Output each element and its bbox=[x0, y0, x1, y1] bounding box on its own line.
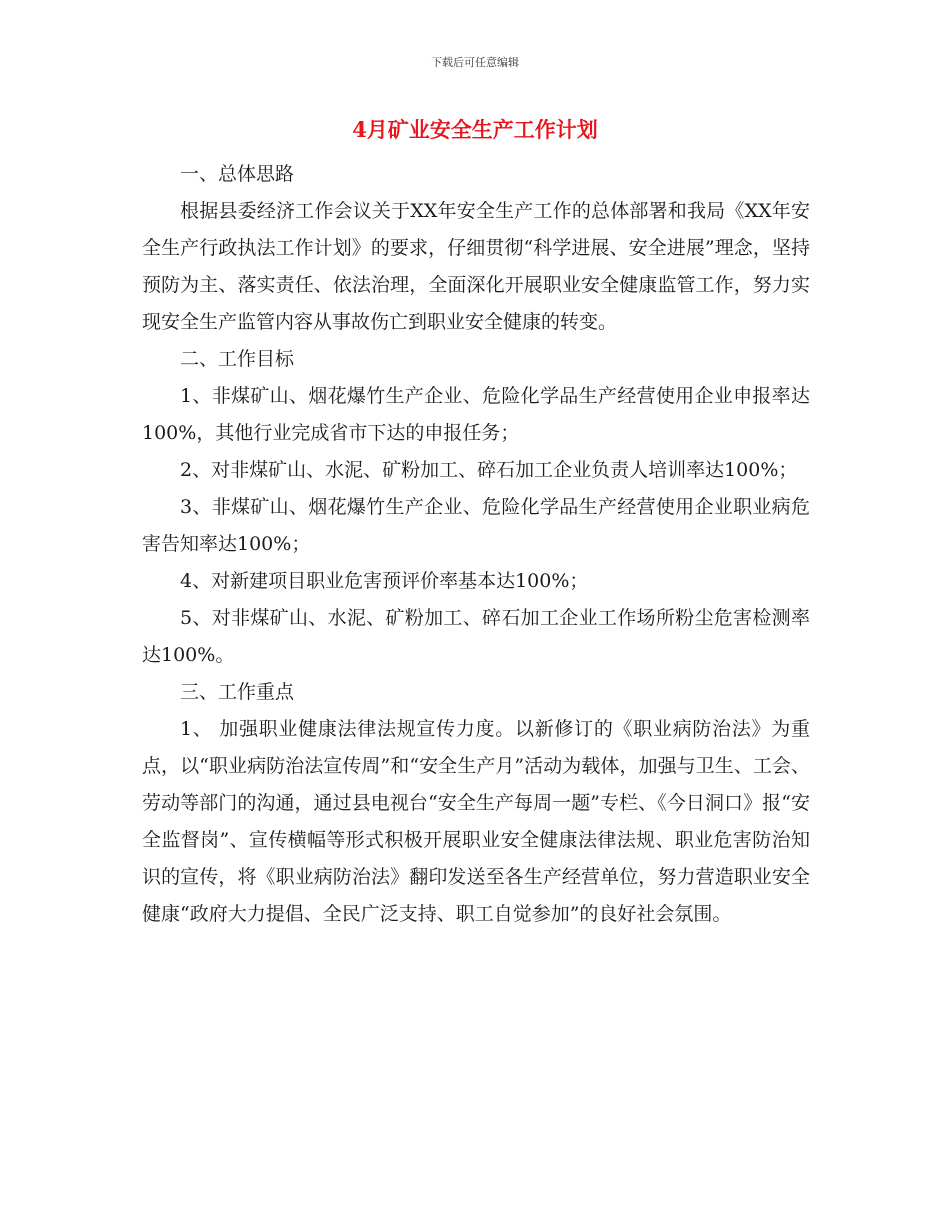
paragraph-overview: 根据县委经济工作会议关于XX年安全生产工作的总体部署和我局《XX年安全生产行政执法工作计划》的要求，仔细贯彻“科学进展、安全进展”理念，坚持预防为主、落实责任、依法治理，全面深化开展职业安全健康监管工作，努力实现安全生产监管内容从事故伤亡到职业安全健康的转变。 bbox=[142, 200, 810, 333]
goal-item-2: 2、对非煤矿山、水泥、矿粉加工、碎石加工企业负责人培训率达100%； bbox=[180, 459, 798, 481]
goal-item-1: 1、非煤矿山、烟花爆竹生产企业、危险化学品生产经营使用企业申报率达100%，其他行业完成省市下达的申报任务； bbox=[142, 385, 810, 444]
goal-item-3: 3、非煤矿山、烟花爆竹生产企业、危险化学品生产经营使用企业职业病危害告知率达100%； bbox=[142, 496, 810, 555]
header-note: 下载后可任意编辑 bbox=[431, 56, 519, 69]
section-heading-focus: 三、工作重点 bbox=[180, 681, 295, 703]
section-heading-overview: 一、总体思路 bbox=[180, 163, 295, 185]
goal-item-4: 4、对新建项目职业危害预评价率基本达100%； bbox=[180, 570, 589, 592]
document-body bbox=[142, 156, 810, 933]
goal-item-5: 5、对非煤矿山、水泥、矿粉加工、碎石加工企业工作场所粉尘危害检测率达100%。 bbox=[142, 607, 810, 666]
section-heading-goals: 二、工作目标 bbox=[180, 348, 295, 370]
focus-item-1: 1、 加强职业健康法律法规宣传力度。以新修订的《职业病防治法》为重点，以“职业病防治法宣传周”和“安全生产月”活动为载体，加强与卫生、工会、劳动等部门的沟通，通过县电视台“安全生产每周一题”专栏、《今日洞口》报“安全监督岗”、宣传横幅等形式积极开展职业安全健康法律法规、职业危害防治知识的宣传，将《职业病防治法》翻印发送至各生产经营单位，努力营造职业安全健康“政府大力提倡、全民广泛支持、职工自觉参加”的良好社会氛围。 bbox=[142, 718, 810, 925]
document-title: 4月矿业安全生产工作计划 bbox=[352, 117, 598, 142]
